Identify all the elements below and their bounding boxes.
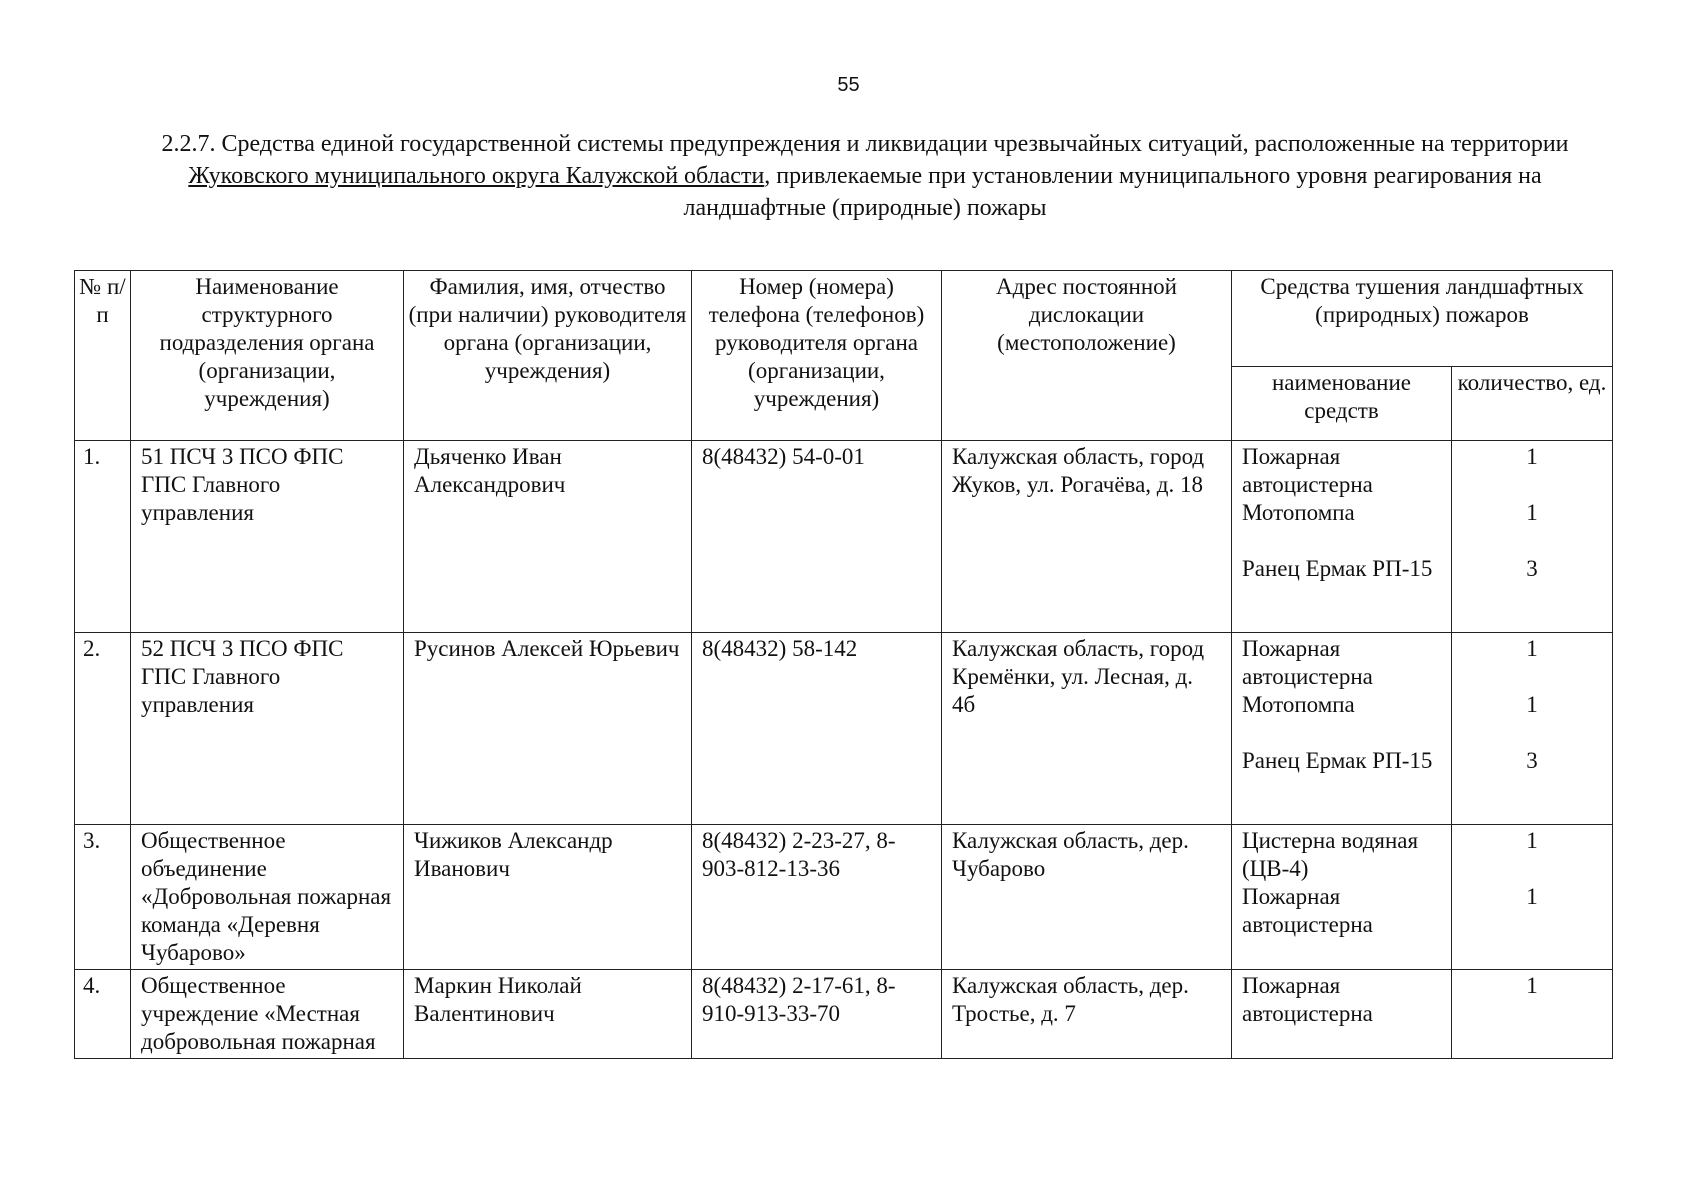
table-row [75, 633, 1613, 825]
means-qty: 1 [1526, 884, 1538, 909]
heading-part1: 2.2.7. Средства единой государственной системы предупреждения и ликвидации чрезвычайных ситуаций, расположенные на территории [161, 131, 1569, 157]
heading-part2: , привлекаемые при установлении муниципального уровня реагирования на ландшафтные (природные) пожары [683, 163, 1542, 221]
means-name: Ранец Ермак РП-15 [1242, 556, 1433, 581]
means-qty: 1 [1526, 973, 1538, 998]
row-means-names [1232, 970, 1452, 1059]
row-head: Дьяченко Иван Александрович [404, 441, 692, 633]
header-head: Фамилия, имя, отчество (при наличии) руководителя органа (организации, учреждения) [404, 271, 692, 441]
header-unit: Наименование структурного подразделения органа (организации, учреждения) [131, 271, 404, 441]
row-means-names [1232, 441, 1452, 633]
header-means-name: наименование средств [1232, 367, 1452, 441]
header-means: Средства тушения ландшафтных (природных) пожаров [1232, 271, 1613, 367]
row-address: Калужская область, дер. Чубарово [942, 825, 1232, 970]
row-head: Маркин Николай Валентинович [404, 970, 692, 1059]
row-means-qty [1452, 970, 1613, 1059]
means-qty: 1 [1526, 500, 1538, 525]
means-name: Пожарная автоцистерна [1242, 636, 1373, 689]
row-num: 1. [75, 441, 131, 633]
means-qty: 1 [1526, 636, 1538, 661]
row-means-names [1232, 825, 1452, 970]
row-phone: 8(48432) 2-17-61, 8-910-913-33-70 [692, 970, 942, 1059]
row-phone: 8(48432) 58-142 [692, 633, 942, 825]
row-unit: 52 ПСЧ 3 ПСО ФПС ГПС Главного управления [131, 633, 404, 825]
header-address: Адрес постоянной дислокации (местоположение) [942, 271, 1232, 441]
header-phone: Номер (номера) телефона (телефонов) руководителя органа (организации, учреждения) [692, 271, 942, 441]
row-head: Русинов Алексей Юрьевич [404, 633, 692, 825]
row-unit: 51 ПСЧ 3 ПСО ФПС ГПС Главного управления [131, 441, 404, 633]
section-heading [120, 128, 1610, 224]
means-qty: 1 [1526, 692, 1538, 717]
row-head: Чижиков Александр Иванович [404, 825, 692, 970]
territory-name: Жуковского муниципального округа Калужской области [188, 163, 765, 189]
means-name: Ранец Ермак РП-15 [1242, 748, 1433, 773]
means-qty: 1 [1526, 828, 1538, 853]
row-num: 2. [75, 633, 131, 825]
row-address: Калужская область, город Жуков, ул. Рогачёва, д. 18 [942, 441, 1232, 633]
table-row [75, 825, 1613, 970]
row-num: 3. [75, 825, 131, 970]
header-means-qty: количество, ед. [1452, 367, 1613, 441]
row-means-qty [1452, 441, 1613, 633]
table-row [75, 441, 1613, 633]
row-means-qty [1452, 825, 1613, 970]
means-qty: 3 [1526, 556, 1538, 581]
means-name: Мотопомпа [1242, 500, 1355, 525]
means-name: Пожарная автоцистерна [1242, 444, 1373, 497]
page-number: 55 [837, 74, 860, 96]
fire-means-table [74, 270, 1613, 1059]
row-num: 4. [75, 970, 131, 1059]
means-qty: 1 [1526, 444, 1538, 469]
means-name: Цистерна водяная (ЦВ-4) [1242, 828, 1419, 881]
row-unit: Общественное учреждение «Местная добровольная пожарная [131, 970, 404, 1059]
row-phone: 8(48432) 2-23-27, 8-903-812-13-36 [692, 825, 942, 970]
row-means-names [1232, 633, 1452, 825]
row-phone: 8(48432) 54-0-01 [692, 441, 942, 633]
row-means-qty [1452, 633, 1613, 825]
means-name: Мотопомпа [1242, 692, 1355, 717]
means-qty: 3 [1526, 748, 1538, 773]
row-address: Калужская область, город Кремёнки, ул. Лесная, д. 4б [942, 633, 1232, 825]
row-unit: Общественное объединение «Добровольная пожарная команда «Деревня Чубарово» [131, 825, 404, 970]
table-row [75, 970, 1613, 1059]
means-name: Пожарная автоцистерна [1242, 884, 1373, 937]
row-address: Калужская область, дер. Тростье, д. 7 [942, 970, 1232, 1059]
means-name: Пожарная автоцистерна [1242, 973, 1373, 1026]
header-num: № п/п [75, 271, 131, 441]
